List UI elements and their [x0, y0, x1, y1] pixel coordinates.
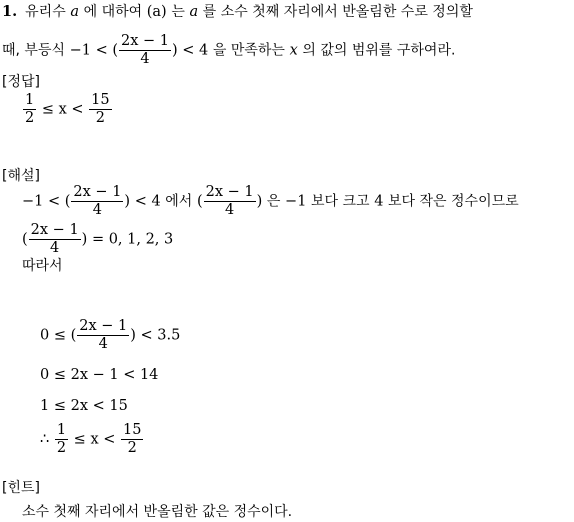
expl-minus-one: −1: [285, 193, 307, 210]
answer-heading: [정답]: [2, 74, 40, 90]
var-a: a: [70, 4, 79, 20]
answer-mid: ≤ x <: [37, 101, 89, 118]
step1-left: 0 ≤: [40, 327, 71, 344]
hint-heading: [힌트]: [2, 480, 40, 496]
var-x: x: [289, 42, 298, 59]
fraction-2x-1-over-4: $\frac{2x - 1}{4}$: [30, 222, 79, 256]
paren-open: (: [112, 42, 119, 59]
expl-text-1c: 에서: [165, 193, 193, 210]
fraction-15-over-2: $\frac{15}{2}$: [123, 422, 142, 456]
fraction-2x-1-over-4: $\frac{2x - 1}{4}$: [73, 184, 122, 218]
paren-open: (: [64, 193, 71, 210]
fraction-2x-1-over-4: $\frac{2x - 1}{4}$: [205, 184, 254, 218]
problem-text-2c: 의 값의 범위를 구하여라.: [302, 42, 456, 59]
paren-open: (: [22, 231, 28, 248]
fraction-1-over-2: $\frac{1}{2}$: [56, 422, 67, 456]
problem-line-2: [2, 33, 455, 68]
problem-line-1: [2, 2, 473, 22]
explanation-line-2: [22, 222, 173, 257]
explanation-line-1: [22, 184, 519, 219]
step4-therefore: ∴: [40, 431, 54, 448]
fraction-15-over-2: $\frac{15}{2}$: [91, 92, 110, 126]
expl-text-1h: 보다 작은 정수이므로: [388, 193, 519, 210]
problem-text-2b: 을 만족하는: [212, 42, 285, 59]
step1-right: ) < 3.5: [130, 327, 181, 344]
problem-text-1a: 유리수: [25, 4, 66, 20]
var-a-2: a: [189, 4, 199, 20]
step-1: [40, 318, 180, 353]
paren-close: ): [256, 193, 263, 210]
expl-ineq-right: ) < 4: [124, 193, 161, 210]
problem-number: 1.: [2, 3, 18, 20]
problem-text-1c: 는: [171, 4, 185, 20]
paren-open: (: [70, 327, 77, 344]
expl-four: 4: [374, 193, 384, 210]
explanation-therefore: 따라서: [22, 258, 63, 274]
problem-text-1b: 에 대하여: [83, 4, 143, 20]
fraction-1-over-2: $\frac{1}{2}$: [25, 92, 35, 126]
problem-text-2a: 때, 부등식: [2, 42, 65, 59]
ineq-left: −1 <: [69, 42, 113, 59]
ineq-right: ) < 4: [172, 42, 209, 59]
answer-expr: [22, 92, 113, 127]
expl-ineq-left: −1 <: [22, 193, 65, 210]
hint-text: 소수 첫째 자리에서 반올림한 값은 정수이다.: [22, 504, 293, 520]
explanation-heading: [해설]: [2, 168, 40, 184]
step-4: [40, 422, 144, 457]
expr-round-a: (a): [146, 4, 167, 20]
expl-text-1d: 은: [266, 193, 281, 210]
problem-text-1d: 를 소수 첫째 자리에서 반올림한 수로 정의할: [202, 4, 473, 20]
expl-integer-values: ) = 0, 1, 2, 3: [81, 231, 174, 248]
fraction-2x-1-over-4: $\frac{2x - 1}{4}$: [79, 318, 128, 352]
step4-mid: ≤ x <: [69, 431, 120, 448]
step-2: 0 ≤ 2x − 1 < 14: [40, 367, 159, 383]
step-3: 1 ≤ 2x < 15: [40, 398, 128, 414]
expl-text-1f: 보다 크고: [311, 193, 370, 210]
paren-open: (: [196, 193, 203, 210]
fraction-2x-1-over-4: $\frac{2x - 1}{4}$: [121, 33, 170, 67]
